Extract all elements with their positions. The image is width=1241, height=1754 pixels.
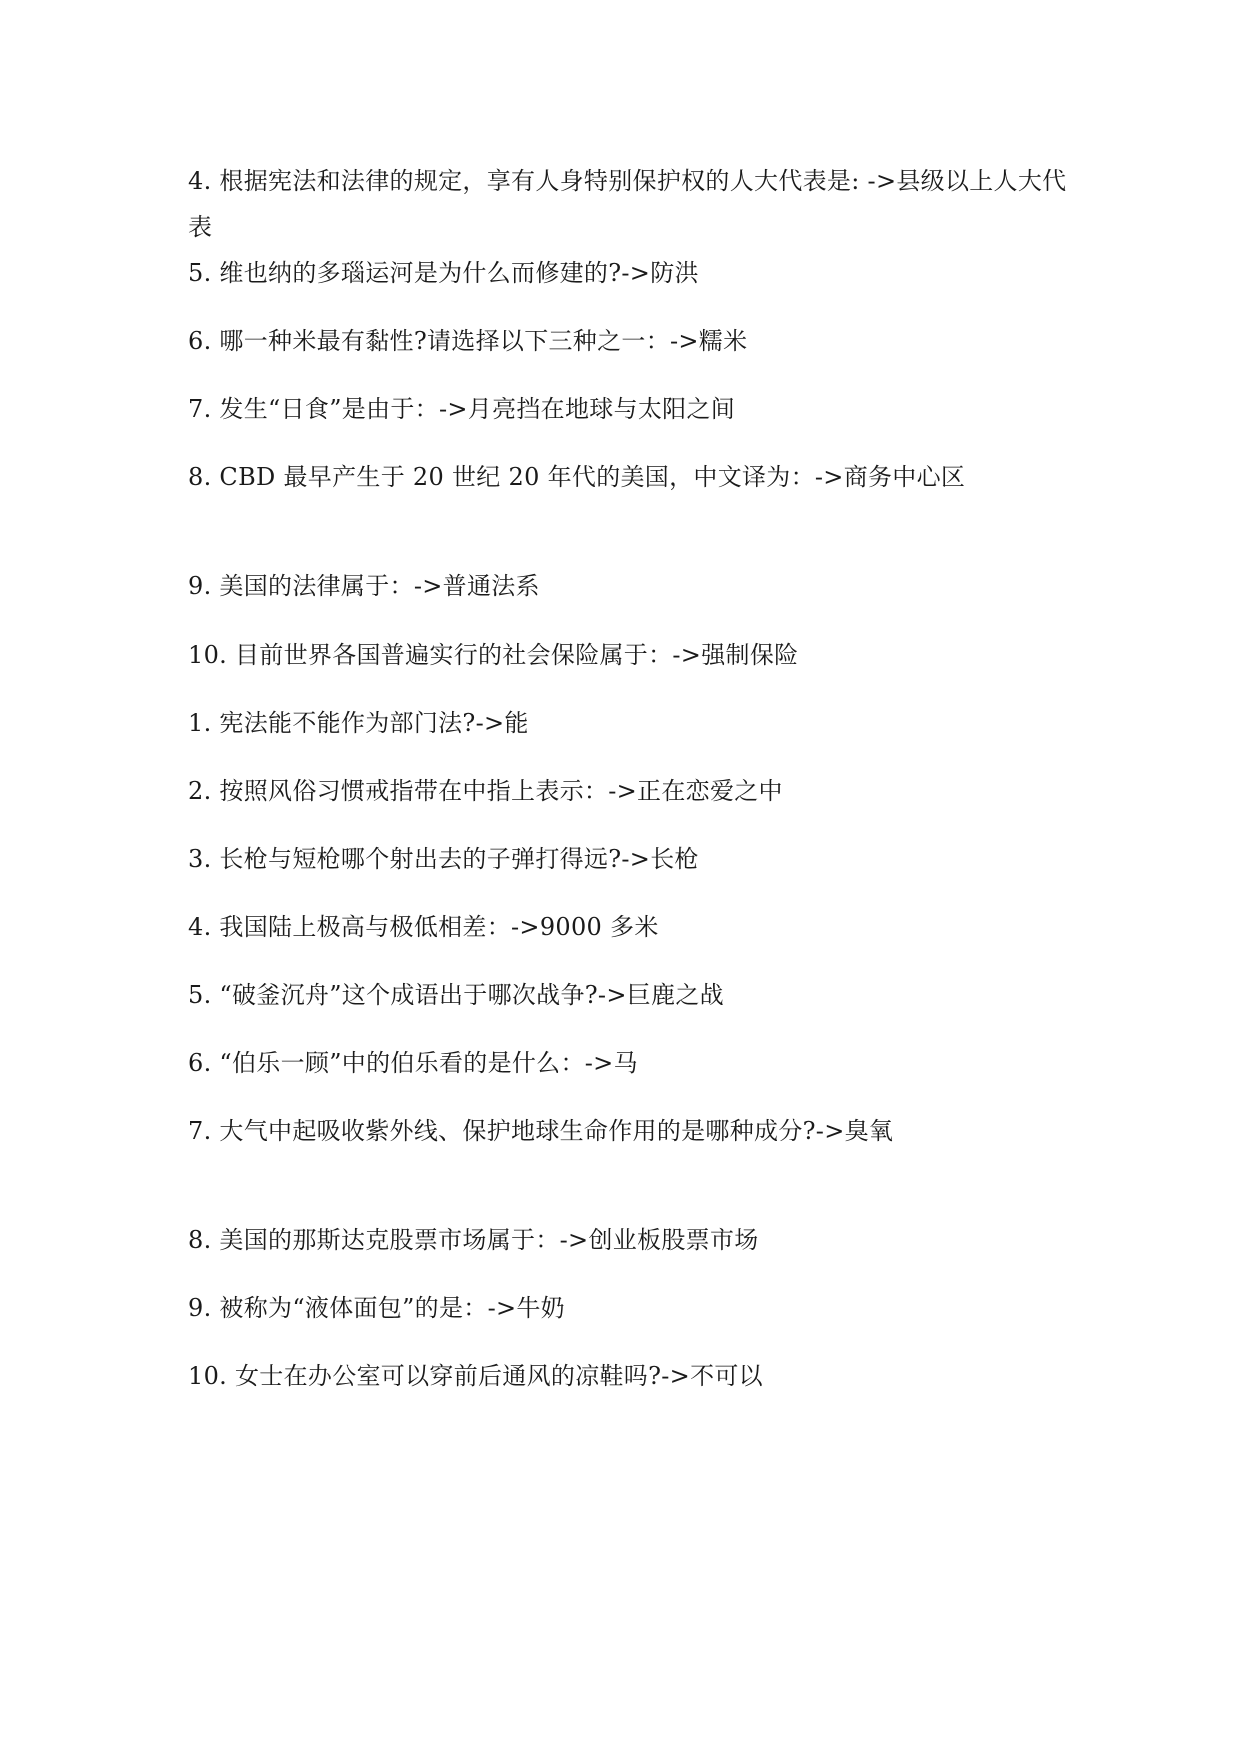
question-line: 3. 长枪与短枪哪个射出去的子弹打得远?->长枪	[188, 845, 699, 873]
question-line: 2. 按照风俗习惯戒指带在中指上表示：->正在恋爱之中	[188, 777, 783, 805]
question-line: 4. 我国陆上极高与极低相差：->9000 多米	[188, 913, 659, 941]
question-line: 5. “破釜沉舟”这个成语出于哪次战争?->巨鹿之战	[188, 981, 724, 1009]
question-line: 8. CBD 最早产生于 20 世纪 20 年代的美国，中文译为：->商务中心区	[188, 463, 966, 491]
question-line: 1. 宪法能不能作为部门法?->能	[188, 709, 529, 737]
question-line: 5. 维也纳的多瑙运河是为什么而修建的?->防洪	[188, 259, 699, 287]
question-line: 7. 发生“日食”是由于：->月亮挡在地球与太阳之间	[188, 395, 736, 423]
question-line: 8. 美国的那斯达克股票市场属于：->创业板股票市场	[188, 1226, 759, 1254]
question-line: 10. 女士在办公室可以穿前后通风的凉鞋吗?->不可以	[188, 1362, 763, 1390]
question-line: 10. 目前世界各国普遍实行的社会保险属于：->强制保险	[188, 641, 799, 669]
question-line: 9. 被称为“液体面包”的是：->牛奶	[188, 1294, 565, 1322]
question-line: 6. “伯乐一顾”中的伯乐看的是什么：->马	[188, 1049, 638, 1077]
question-line: 6. 哪一种米最有黏性?请选择以下三种之一：->糯米	[188, 327, 748, 355]
question-line: 9. 美国的法律属于：->普通法系	[188, 572, 540, 600]
question-line: 7. 大气中起吸收紫外线、保护地球生命作用的是哪种成分?->臭氧	[188, 1117, 894, 1145]
question-line: 4. 根据宪法和法律的规定，享有人身特别保护权的人大代表是: ->县级以上人大代表	[188, 167, 1067, 241]
